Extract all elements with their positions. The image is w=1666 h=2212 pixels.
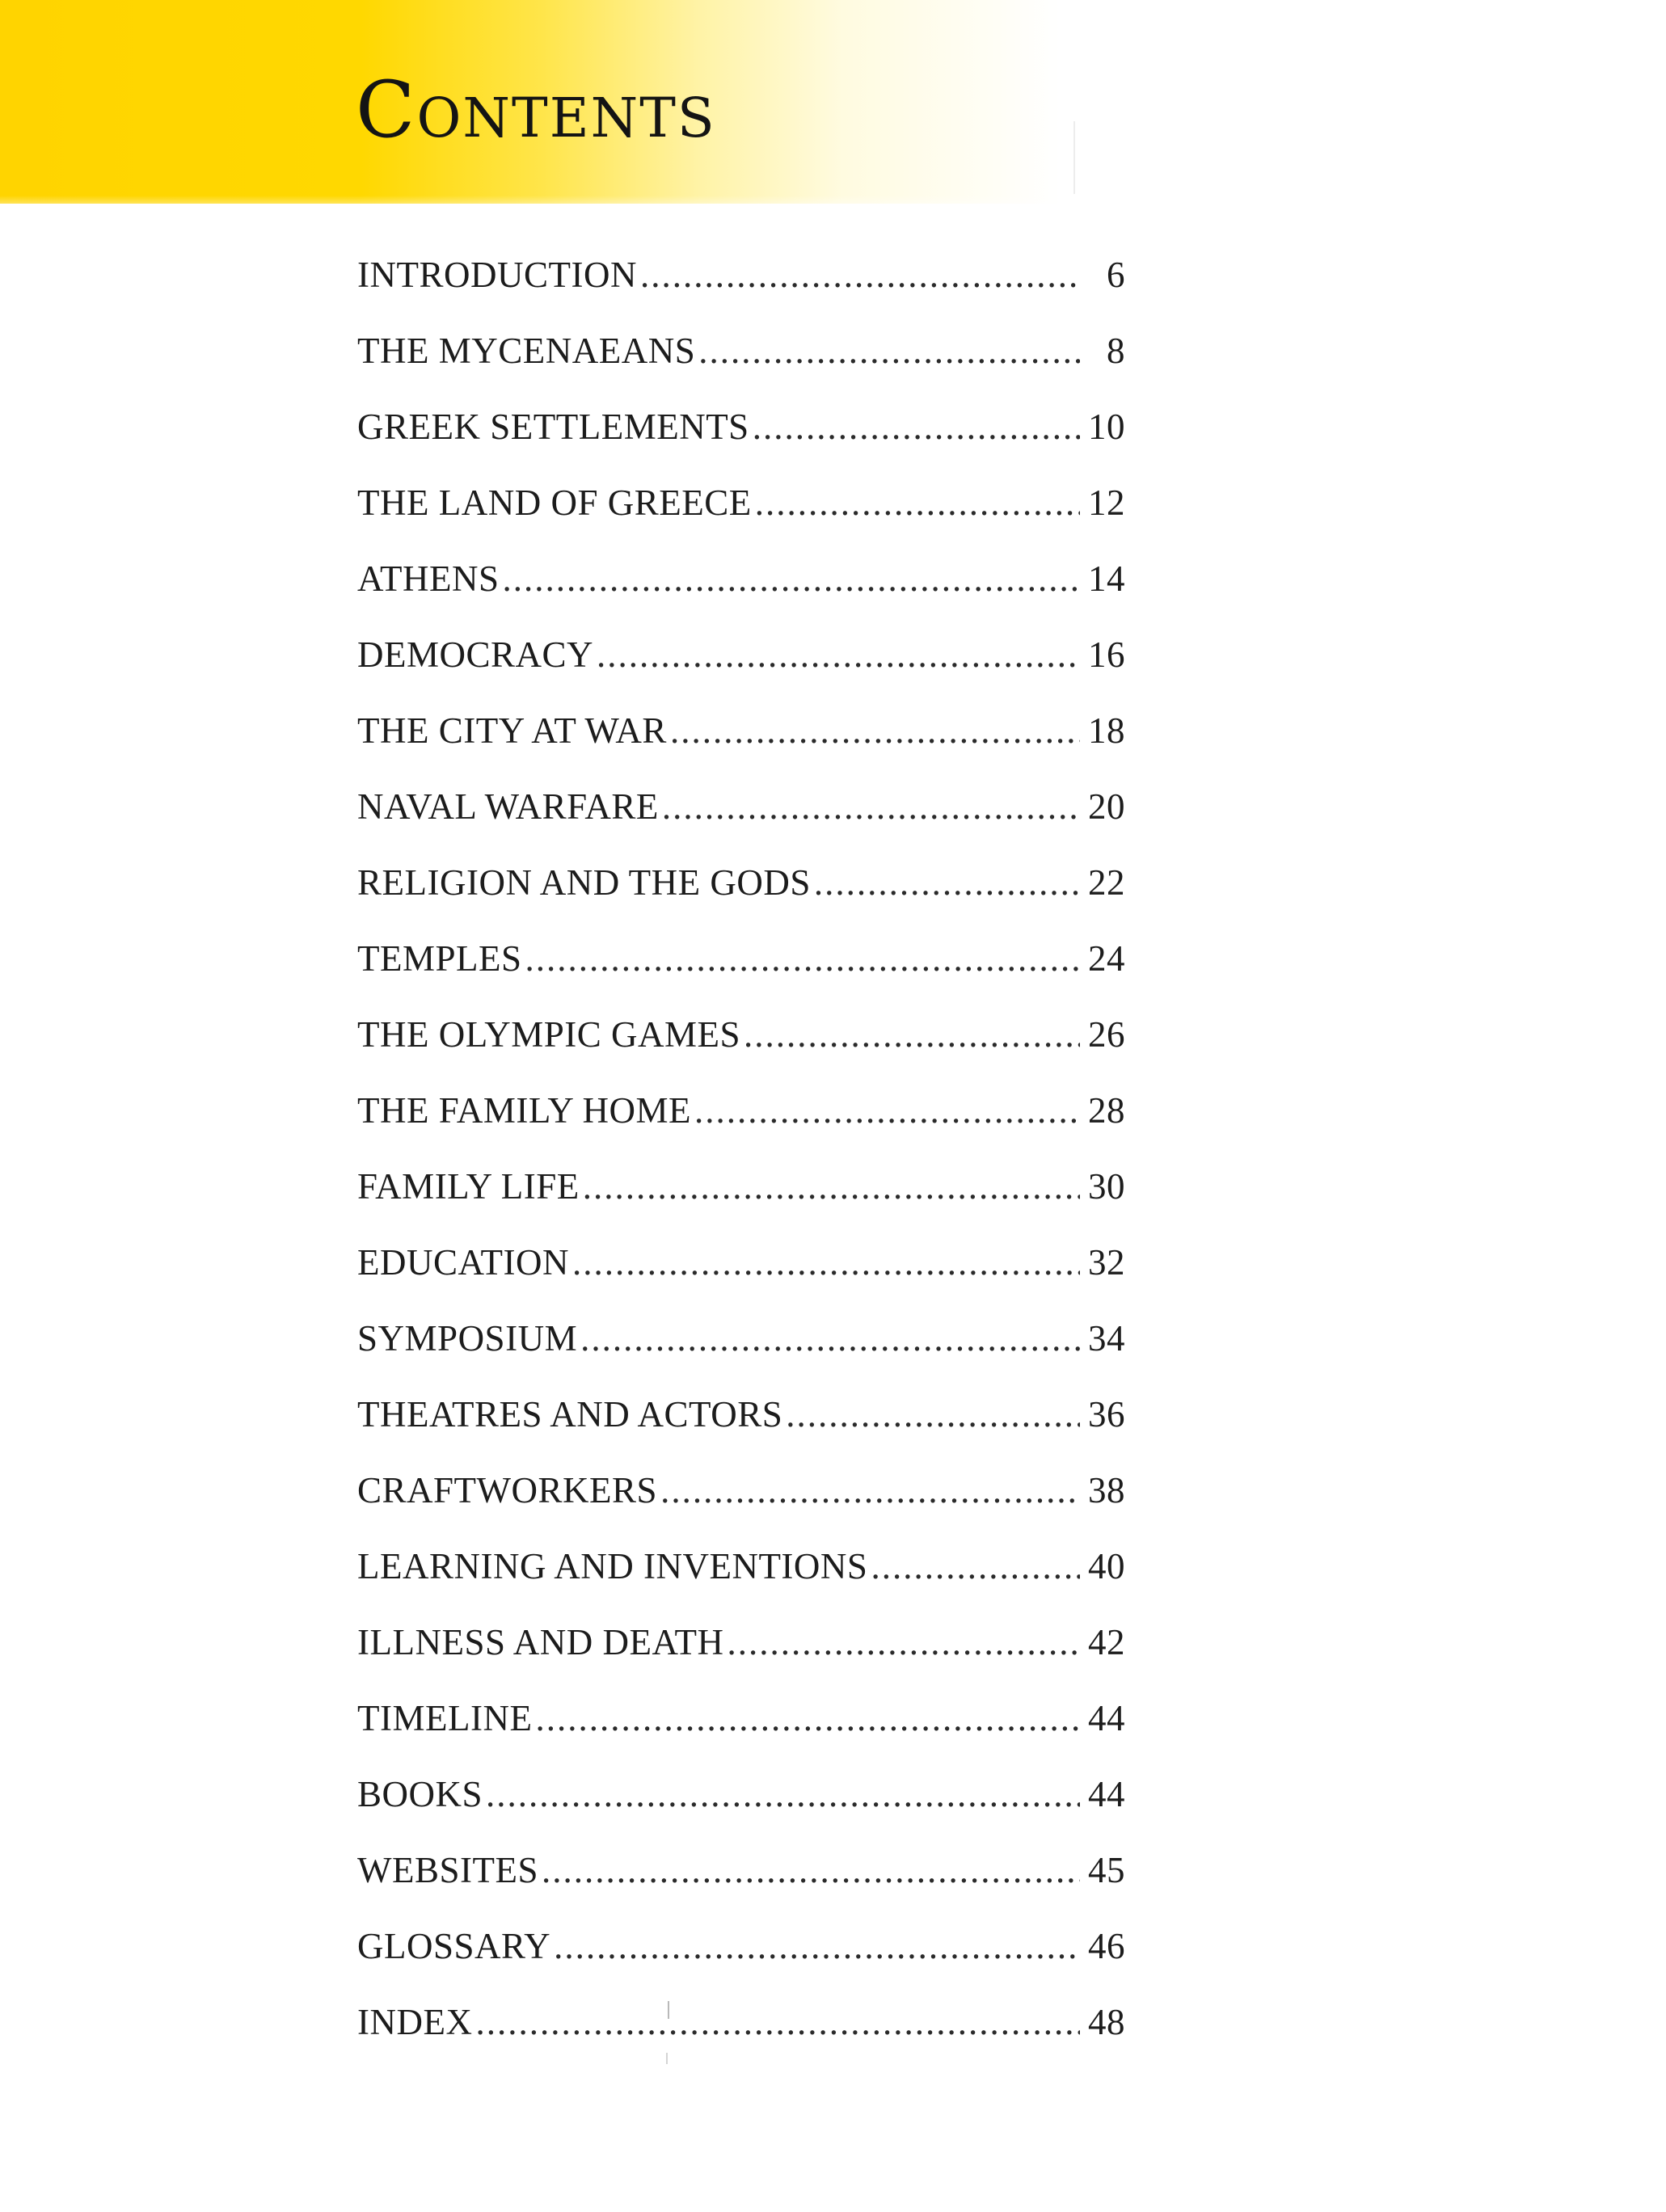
dot-leader <box>662 789 1080 825</box>
toc-entry[interactable] <box>357 1548 1125 1624</box>
dot-leader <box>814 865 1080 901</box>
toc-entry[interactable] <box>357 634 1125 713</box>
toc-entry-title: TEMPLES <box>357 938 522 979</box>
dot-leader <box>525 941 1080 977</box>
toc-entry[interactable] <box>357 710 1125 789</box>
dot-leader <box>475 2004 1080 2041</box>
toc-entry[interactable] <box>357 257 1125 333</box>
table-of-contents <box>357 257 1125 2080</box>
dot-leader <box>786 1397 1080 1433</box>
toc-entry-page: 22 <box>1088 862 1125 903</box>
toc-entry-title: RELIGION AND THE GODS <box>357 862 811 903</box>
toc-entry-page: 20 <box>1088 786 1125 827</box>
toc-entry[interactable] <box>357 2004 1125 2080</box>
dot-leader <box>744 1017 1080 1053</box>
toc-entry[interactable] <box>357 333 1125 409</box>
toc-entry-page: 44 <box>1088 1774 1125 1814</box>
dot-leader <box>694 1093 1080 1129</box>
toc-entry-page: 28 <box>1088 1090 1125 1131</box>
toc-entry[interactable] <box>357 1776 1125 1852</box>
toc-entry-title: NAVAL WARFARE <box>357 786 659 827</box>
toc-entry[interactable] <box>357 558 1125 637</box>
scan-mark <box>1073 121 1075 194</box>
toc-entry[interactable] <box>357 1242 1125 1321</box>
toc-entry-page: 38 <box>1088 1470 1125 1510</box>
dot-leader <box>580 1321 1080 1357</box>
toc-entry[interactable] <box>357 482 1125 561</box>
toc-entry-title: BOOKS <box>357 1774 483 1814</box>
toc-entry-page: 6 <box>1107 255 1125 295</box>
toc-entry-title: THE MYCENAEANS <box>357 331 696 371</box>
toc-entry-title: TIMELINE <box>357 1698 533 1738</box>
toc-entry[interactable] <box>357 1928 1125 2004</box>
toc-entry-page: 14 <box>1088 558 1125 599</box>
toc-entry-page: 32 <box>1088 1242 1125 1283</box>
dot-leader <box>554 1928 1080 1965</box>
toc-entry[interactable] <box>357 1090 1125 1169</box>
toc-entry-title: THEATRES AND ACTORS <box>357 1394 783 1435</box>
toc-entry-page: 46 <box>1088 1926 1125 1966</box>
dot-leader <box>755 485 1080 521</box>
toc-entry-page: 48 <box>1088 2002 1125 2042</box>
toc-entry-title: GLOSSARY <box>357 1926 551 1966</box>
toc-entry[interactable] <box>357 1394 1125 1473</box>
toc-entry-page: 30 <box>1088 1166 1125 1207</box>
toc-entry-title: LEARNING AND INVENTIONS <box>357 1546 868 1586</box>
toc-entry-title: INTRODUCTION <box>357 255 637 295</box>
toc-entry-page: 18 <box>1088 710 1125 751</box>
toc-entry-title: WEBSITES <box>357 1850 538 1890</box>
toc-entry-page: 36 <box>1088 1394 1125 1435</box>
toc-entry-page: 26 <box>1088 1014 1125 1055</box>
toc-entry-title: ILLNESS AND DEATH <box>357 1622 724 1662</box>
toc-entry-page: 16 <box>1088 634 1125 675</box>
dot-leader <box>542 1852 1080 1889</box>
toc-entry[interactable] <box>357 786 1125 865</box>
toc-entry-title: ATHENS <box>357 558 500 599</box>
dot-leader <box>698 333 1080 369</box>
toc-entry-page: 34 <box>1088 1318 1125 1359</box>
dot-leader <box>503 561 1080 597</box>
toc-entry[interactable] <box>357 1014 1125 1093</box>
toc-entry-title: THE OLYMPIC GAMES <box>357 1014 741 1055</box>
dot-leader <box>583 1169 1080 1205</box>
toc-entry-page: 12 <box>1088 482 1125 523</box>
toc-entry[interactable] <box>357 1700 1125 1776</box>
dot-leader <box>597 637 1080 673</box>
toc-entry-title: INDEX <box>357 2002 473 2042</box>
dot-leader <box>728 1624 1081 1661</box>
toc-entry[interactable] <box>357 862 1125 941</box>
scan-mark <box>666 2053 668 2064</box>
toc-entry-page: 24 <box>1088 938 1125 979</box>
toc-entry-title: CRAFTWORKERS <box>357 1470 658 1510</box>
toc-entry-page: 10 <box>1088 407 1125 447</box>
dot-leader <box>753 409 1080 445</box>
toc-entry[interactable] <box>357 409 1125 485</box>
toc-entry-page: 8 <box>1107 331 1125 371</box>
toc-entry[interactable] <box>357 1624 1125 1700</box>
page-title: Contents <box>356 65 716 155</box>
dot-leader <box>486 1776 1080 1813</box>
toc-entry-page: 42 <box>1088 1622 1125 1662</box>
toc-entry-title: GREEK SETTLEMENTS <box>357 407 749 447</box>
toc-entry-title: EDUCATION <box>357 1242 569 1283</box>
toc-entry-title: THE FAMILY HOME <box>357 1090 691 1131</box>
toc-entry[interactable] <box>357 1318 1125 1397</box>
toc-entry-title: DEMOCRACY <box>357 634 594 675</box>
toc-entry[interactable] <box>357 938 1125 1017</box>
dot-leader <box>572 1245 1080 1281</box>
toc-entry-title: SYMPOSIUM <box>357 1318 578 1359</box>
dot-leader <box>871 1548 1080 1585</box>
toc-entry-title: THE CITY AT WAR <box>357 710 667 751</box>
toc-entry-page: 44 <box>1088 1698 1125 1738</box>
toc-entry[interactable] <box>357 1852 1125 1928</box>
dot-leader <box>535 1700 1080 1737</box>
toc-entry-page: 45 <box>1088 1850 1125 1890</box>
scan-mark <box>668 2001 669 2019</box>
dot-leader <box>660 1473 1080 1509</box>
toc-entry-title: FAMILY LIFE <box>357 1166 580 1207</box>
toc-entry[interactable] <box>357 1470 1125 1548</box>
toc-entry-page: 40 <box>1088 1546 1125 1586</box>
toc-entry-title: THE LAND OF GREECE <box>357 482 752 523</box>
dot-leader <box>640 257 1080 293</box>
toc-entry[interactable] <box>357 1166 1125 1245</box>
dot-leader <box>670 713 1080 749</box>
